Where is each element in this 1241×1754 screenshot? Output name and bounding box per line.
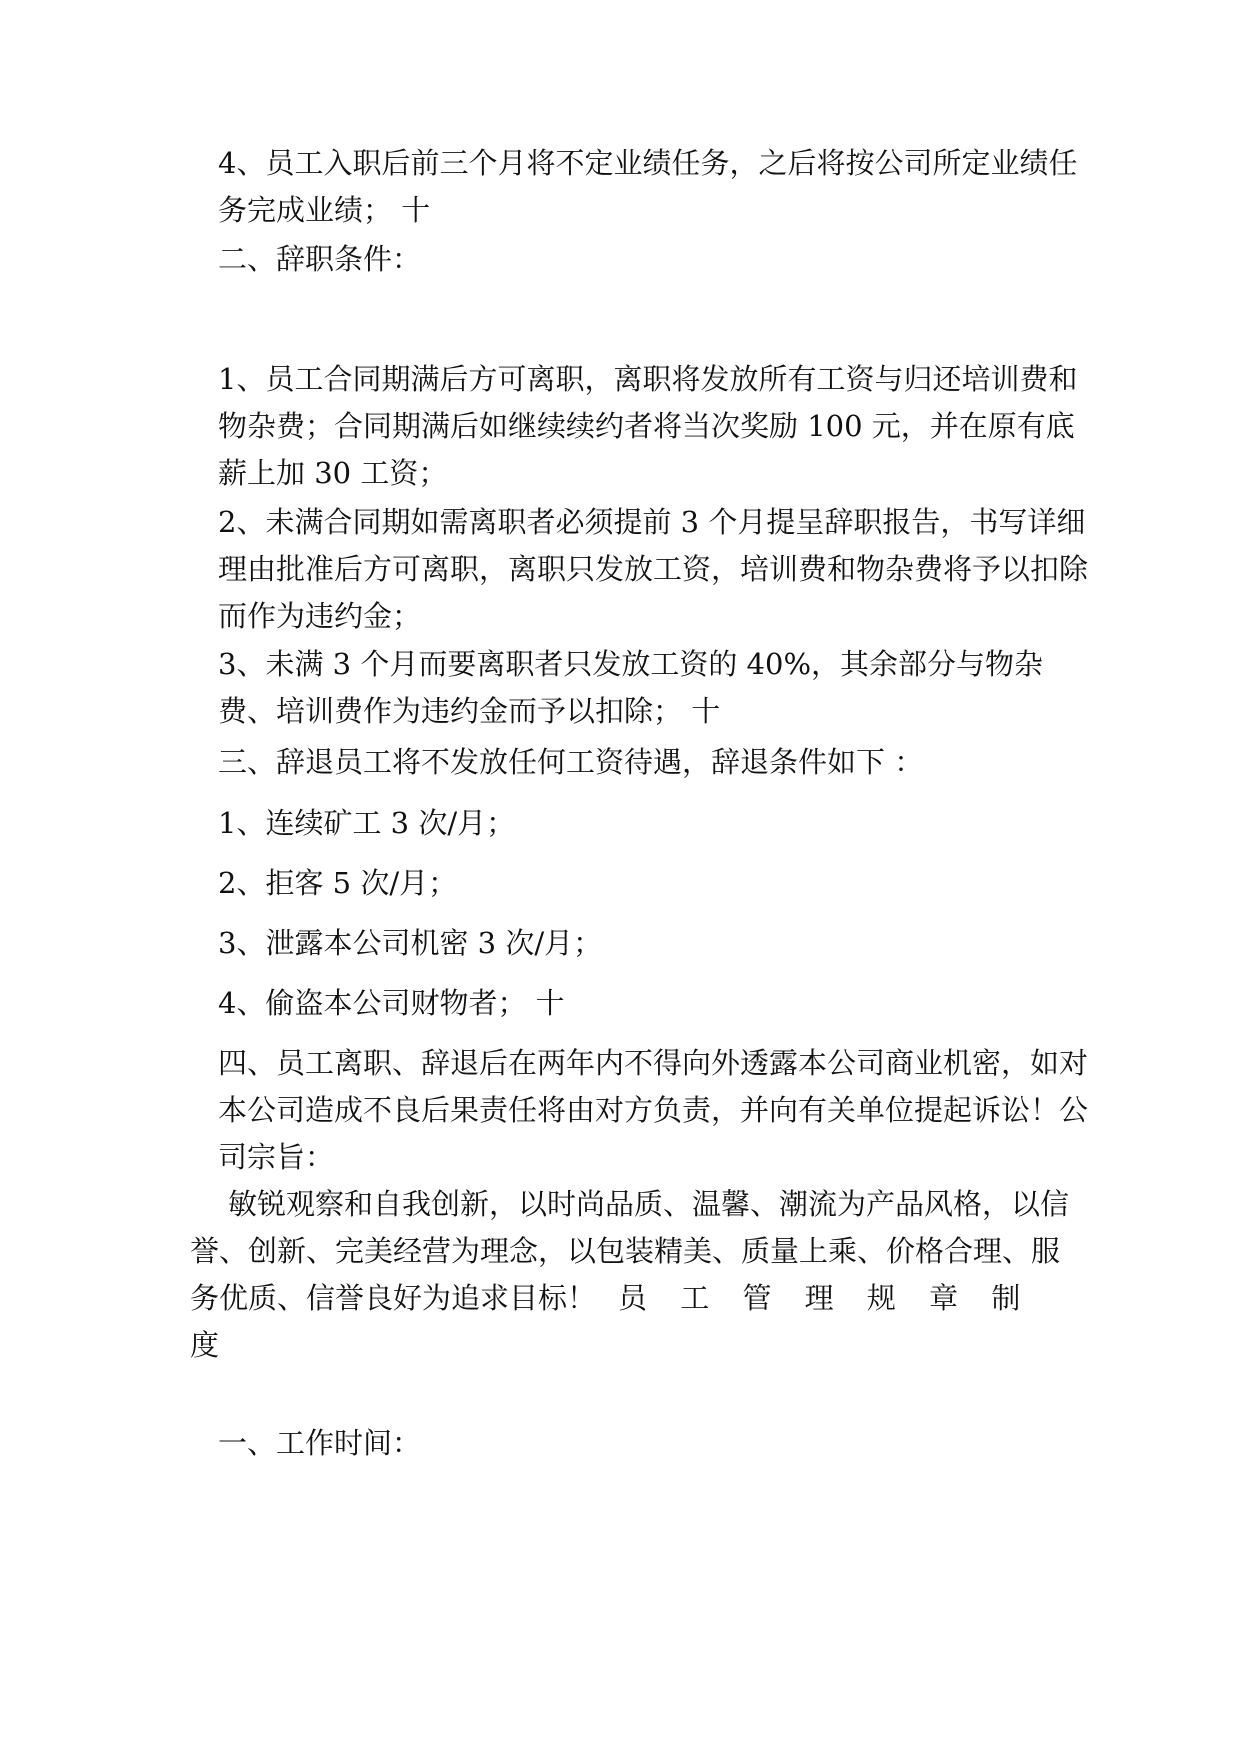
section-title-staff-rules: 员 工 管 理 规 章 制 度 bbox=[190, 1281, 1033, 1362]
heading-resignation-conditions: 二、辞职条件： bbox=[218, 242, 422, 276]
dismissal-item-1: 1、连续矿工 3 次/月； bbox=[218, 806, 516, 840]
company-purpose-text: 敏锐观察和自我创新，以时尚品质、温馨、潮流为产品风格，以信誉、创新、完美经营为理念，以包装精美、质量上乘、价格合理、服务优质、信誉良好为追求目标！ bbox=[190, 1187, 1070, 1315]
dismissal-item-4: 4、偷盗本公司财物者； 十 bbox=[218, 986, 565, 1020]
paragraph-performance-task: 4、员工入职后前三个月将不定业绩任务，之后将按公司所定业绩任务完成业绩； 十 bbox=[218, 146, 1078, 227]
paragraph-resignation-2: 2、未满合同期如需离职者必须提前 3 个月提呈辞职报告，书写详细理由批准后方可离职，离职只发放工资，培训费和物杂费将予以扣除而作为违约金； bbox=[218, 505, 1089, 633]
paragraph-company-purpose bbox=[190, 1181, 1070, 1369]
dismissal-item-2: 2、拒客 5 次/月； bbox=[218, 866, 458, 900]
dismissal-item-3: 3、泄露本公司机密 3 次/月； bbox=[218, 926, 603, 960]
paragraph-resignation-1: 1、员工合同期满后方可离职，离职将发放所有工资与归还培训费和物杂费；合同期满后如继续续约者将当次奖励 100 元，并在原有底薪上加 30 工资； bbox=[218, 362, 1078, 490]
paragraph-resignation-3: 3、未满 3 个月而要离职者只发放工资的 40%，其余部分与物杂费、培训费作为违约金而予以扣除； 十 bbox=[218, 647, 1044, 728]
paragraph-confidentiality: 四、员工离职、辞退后在两年内不得向外透露本公司商业机密，如对本公司造成不良后果责任将由对方负责，并向有关单位提起诉讼！公司宗旨： bbox=[218, 1046, 1089, 1174]
heading-working-hours: 一、工作时间： bbox=[218, 1426, 422, 1460]
heading-dismissal-conditions: 三、辞退员工将不发放任何工资待遇，辞退条件如下 ： bbox=[218, 745, 924, 779]
